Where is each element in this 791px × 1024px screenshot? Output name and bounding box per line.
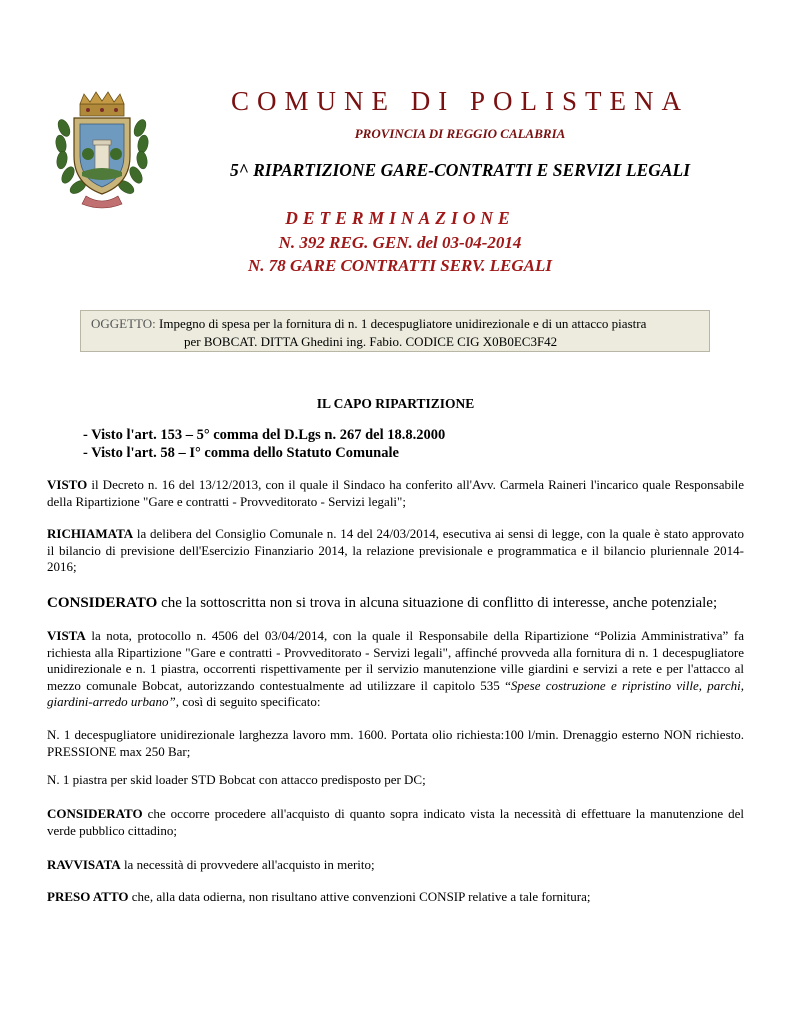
department-number: N. 78 GARE CONTRATTI SERV. LEGALI: [247, 256, 553, 275]
paragraph-considerato-2: [47, 806, 744, 839]
section-heading: IL CAPO RIPARTIZIONE: [316, 396, 475, 411]
subject-label: OGGETTO:: [91, 316, 156, 331]
paragraph-ravvisata: [47, 857, 744, 874]
paragraph-visto: [47, 477, 744, 510]
subject-box: [80, 310, 710, 352]
subject-line-1: [91, 315, 699, 333]
paragraph-text: la necessità di provvedere all'acquisto in merito;: [120, 857, 375, 872]
paragraph-text: la delibera del Consiglio Comunale n. 14 del 24/03/2014, esecutiva ai sensi di legge, con la quale è stato approvato il bilancio di previsione dell'Esercizio Finanziario 2014, la relazione previsionale e programmatica e il bilancio pluriennale 2014-2016;: [47, 526, 744, 574]
paragraph-italic-text: Spese costruzione e ripristino ville, parchi, giardini-arredo urbano”: [47, 677, 744, 709]
department-heading: 5^ RIPARTIZIONE GARE-CONTRATTI E SERVIZI LEGALI: [229, 160, 691, 180]
lead-word: RAVVISATA: [47, 857, 121, 872]
paragraph-item-decespugliatore: [47, 727, 744, 760]
paragraph-text: che occorre procedere all'acquisto di quanto sopra indicato vista la necessità di effettuare la manutenzione del verde pubblico cittadino;: [47, 806, 744, 838]
province-subtitle: PROVINCIA DI REGGIO CALABRIA: [354, 126, 566, 141]
paragraph-text: la nota, protocollo n. 4506 del 03/04/2014, con la quale il Responsabile della Ripartizione “Polizia Amministrativa” fa richiesta alla Ripartizione "Gare e contratti - Provveditorato - Servizi legali", affinché provveda alla fornitura di n. 1 decespugliatore unidirezionale e n. 1 piastra, occorrenti rispettivamente per il servizio manutenzione ville giardini e servizi a rete e per l'attacco al mezzo comunale Bobcat, autorizzando contestualmente ad utilizzare il capitolo 535 “: [47, 628, 744, 693]
visto-art-153: - Visto l'art. 153 – 5° comma del D.Lgs n. 267 del 18.8.2000: [83, 427, 446, 443]
coat-of-arms-logo: [52, 88, 152, 210]
municipality-title: COMUNE DI POLISTENA: [231, 86, 689, 116]
paragraph-tail-text: , così di seguito specificato:: [175, 694, 321, 709]
determinazione-heading: DETERMINAZIONE: [285, 208, 515, 228]
paragraph-vista: [47, 628, 744, 711]
lead-word: VISTO: [47, 477, 88, 492]
paragraph-text: che, alla data odierna, non risultano attive convenzioni CONSIP relative a tale fornitura;: [128, 889, 591, 904]
paragraph-text: che la sottoscritta non si trova in alcuna situazione di conflitto di interesse, anche potenziale;: [157, 595, 718, 611]
lead-word: CONSIDERATO: [47, 595, 158, 611]
paragraph-text: N. 1 decespugliatore unidirezionale larghezza lavoro mm. 1600. Portata olio richiesta:100 l/min. Drenaggio esterno NON richiesto. PRESSIONE max 250 Bar;: [47, 727, 744, 759]
reg-gen-number: N. 392 REG. GEN. del 03-04-2014: [278, 233, 522, 252]
subject-text-2: per BOBCAT. DITTA Ghedini ing. Fabio. CODICE CIG X0B0EC3F42: [184, 334, 558, 349]
paragraph-richiamata: [47, 526, 744, 576]
paragraph-text: N. 1 piastra per skid loader STD Bobcat con attacco predisposto per DC;: [47, 772, 426, 787]
paragraph-considerato-1: [47, 595, 744, 612]
lead-word: CONSIDERATO: [47, 806, 143, 821]
subject-text-1: Impegno di spesa per la fornitura di n. 1 decespugliatore unidirezionale e di un attacco piastra: [159, 316, 647, 331]
paragraph-preso-atto: [47, 889, 744, 906]
paragraph-item-piastra: [47, 772, 744, 789]
lead-word: RICHIAMATA: [47, 526, 134, 541]
lead-word: VISTA: [47, 628, 86, 643]
paragraph-text: il Decreto n. 16 del 13/12/2013, con il quale il Sindaco ha conferito all'Avv. Carmela Raineri l'incarico quale Responsabile della Ripartizione "Gare e contratti - Provveditorato - Servizi legali";: [47, 477, 744, 509]
visto-art-58: - Visto l'art. 58 – I° comma dello Statuto Comunale: [83, 445, 399, 461]
lead-word: PRESO ATTO: [47, 889, 129, 904]
